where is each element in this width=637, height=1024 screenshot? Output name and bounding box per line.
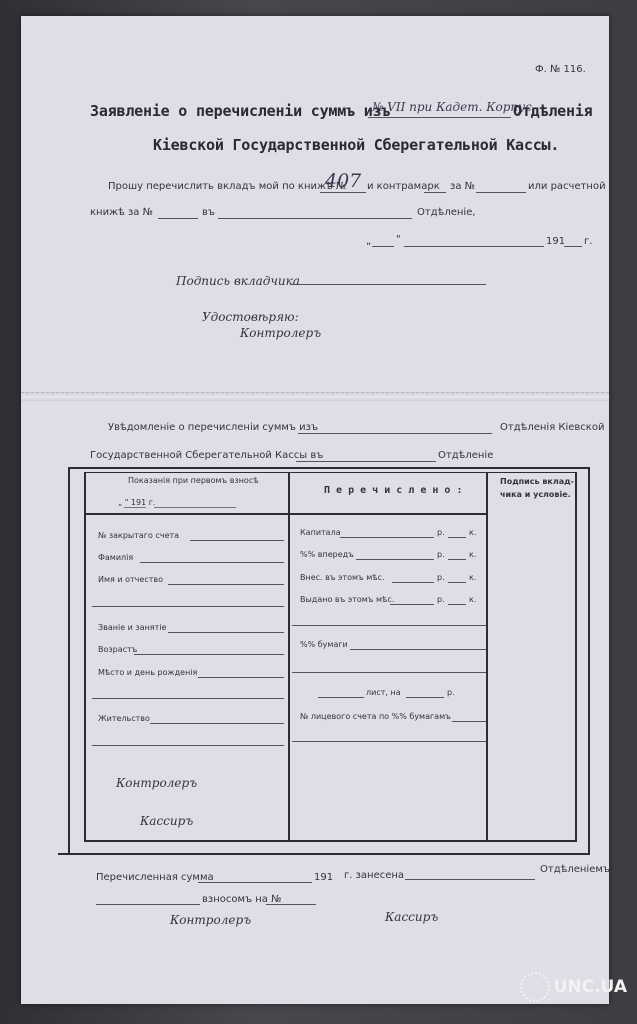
- inner-bottom-border: [84, 840, 576, 842]
- mid-separator-1: [292, 625, 486, 626]
- book-number-line: [320, 192, 366, 193]
- date-g: г.: [584, 236, 593, 247]
- bottom-branch: Отдѣленіемъ: [540, 864, 610, 875]
- right-header-1: Подпись вклад-: [500, 477, 574, 486]
- mid-interest-ahead-line: [356, 559, 434, 560]
- certify-label: Удостовѣряю:: [202, 310, 299, 324]
- request-line2-b: въ: [202, 207, 215, 218]
- date-year-line: [564, 246, 582, 247]
- mid-interest-ahead-r-line: [448, 559, 466, 560]
- title-line1-start: Заявленіе о перечисленіи суммъ изъ: [90, 102, 391, 120]
- book-no-line: [158, 218, 198, 219]
- field-closed-account: № закрытаго счета: [98, 531, 180, 540]
- handwritten-branch: № VII при Кадет. Корпус: [372, 100, 532, 114]
- mid-personal-account: № лицевого счета по %% бумагамъ: [300, 712, 451, 721]
- watermark-text: UNC.UA: [553, 977, 627, 997]
- bottom-controller: Контролеръ: [170, 913, 252, 927]
- bottom-entered: г. занесена: [344, 870, 405, 881]
- bottom-cashier: Кассиръ: [385, 910, 439, 924]
- fold-perforation: [21, 392, 609, 401]
- mid-paid: Выдано въ этомъ мѣс.: [300, 595, 395, 604]
- notice-line1-end: Отдѣленія Кіевской: [500, 422, 605, 433]
- request-part3: за №: [450, 181, 476, 192]
- mid-deposited-r-line: [448, 582, 466, 583]
- handwritten-book-number: 407: [325, 170, 362, 192]
- mid-interest-ahead-k: к.: [469, 550, 477, 559]
- branch-into-line: [218, 218, 412, 219]
- mid-paid-k: к.: [469, 595, 477, 604]
- table-bottom-border: [58, 853, 590, 855]
- mid-sheet-amount-line: [406, 697, 444, 698]
- field-name-line: [168, 584, 284, 585]
- middle-header: П е р е ч и с л е н о :: [324, 485, 463, 496]
- field-name: Имя и отчество: [98, 575, 163, 584]
- inner-left-border: [84, 472, 86, 842]
- field-age: Возрастъ: [98, 645, 138, 654]
- form-number: Ф. № 116.: [535, 64, 586, 75]
- field-birth-line2: [92, 698, 284, 699]
- bottom-year: 191: [314, 872, 334, 883]
- field-surname-line: [140, 562, 284, 563]
- field-occupation-line: [168, 632, 284, 633]
- col-divider-2: [486, 472, 488, 842]
- mid-securities-line: [350, 649, 486, 650]
- notice-line2-start: Государственной Сберегательной Кассы въ: [90, 450, 324, 461]
- table-cashier: Кассиръ: [140, 814, 194, 828]
- mid-capital-line: [340, 537, 434, 538]
- date-quote2: ": [396, 234, 401, 245]
- watermark: [520, 972, 627, 1002]
- field-residence-line2: [92, 745, 284, 746]
- field-name-line2: [92, 606, 284, 607]
- mid-capital-k: к.: [469, 528, 477, 537]
- mid-capital-r-line: [448, 537, 466, 538]
- mid-separator-2: [292, 672, 486, 673]
- controller-label-top: Контролеръ: [240, 326, 322, 340]
- inner-right-border: [575, 472, 577, 842]
- mid-paid-r-line: [448, 604, 466, 605]
- mid-personal-account-line: [452, 721, 486, 722]
- bottom-entered-line: [405, 879, 535, 880]
- right-header-2: чика и условіе.: [500, 490, 571, 499]
- table-top-border: [68, 467, 589, 469]
- request-part4: или расчетной: [528, 181, 606, 192]
- request-line2-a: книжѣ за №: [90, 207, 154, 218]
- request-part1: Прошу перечислить вкладъ мой по книжѣ №: [108, 181, 347, 192]
- field-birth-line: [198, 677, 284, 678]
- mid-sheet-r: р.: [447, 688, 455, 697]
- field-residence-line: [150, 723, 284, 724]
- notice-into-line: [296, 461, 436, 462]
- mid-deposited-line: [392, 582, 434, 583]
- mid-capital-r: р.: [437, 528, 445, 537]
- bottom-deposit-line-right: [266, 904, 316, 905]
- date-quote1: „: [366, 236, 372, 247]
- bottom-sum-line: [198, 882, 312, 883]
- mid-capital: Капитала: [300, 528, 341, 537]
- mid-deposited-k: к.: [469, 573, 477, 582]
- field-birth: Мѣсто и день рожденія: [98, 668, 198, 677]
- mid-sheet-line: [318, 697, 364, 698]
- field-age-line: [134, 654, 284, 655]
- left-date-day-line: [124, 507, 146, 508]
- notice-from-line: [298, 433, 492, 434]
- mid-deposited: Внес. въ этомъ мѣс.: [300, 573, 385, 582]
- mid-paid-r: р.: [437, 595, 445, 604]
- bottom-deposit: взносомъ на №: [202, 894, 282, 905]
- signature-label: Подпись вкладчика: [176, 274, 300, 288]
- mid-securities: %% бумаги: [300, 640, 348, 649]
- field-occupation: Званіе и занятіе: [98, 623, 167, 632]
- counterstamp-line: [424, 192, 446, 193]
- mid-paid-line: [390, 604, 434, 605]
- table-left-border: [68, 467, 70, 855]
- col-divider-1: [288, 472, 290, 842]
- field-residence: Жительство: [98, 714, 150, 723]
- mid-interest-ahead-r: р.: [437, 550, 445, 559]
- signature-line: [290, 284, 486, 285]
- date-year: 191: [546, 236, 566, 247]
- mid-deposited-r: р.: [437, 573, 445, 582]
- branch-line: [368, 117, 511, 118]
- sun-logo-icon: [520, 972, 550, 1002]
- mid-separator-3: [292, 741, 486, 742]
- left-header: Показанія при первомъ взносѣ: [128, 476, 259, 485]
- date-month-line: [404, 246, 544, 247]
- header-bottom-border: [84, 513, 486, 515]
- title-line2: Кіевской Государственной Сберегательной Кассы.: [153, 136, 560, 154]
- notice-line1-start: Увѣдомленіе о перечисленіи суммъ изъ: [108, 422, 319, 433]
- mid-sheet: лист, на: [366, 688, 401, 697]
- table-controller: Контролеръ: [116, 776, 198, 790]
- notice-line2-end: Отдѣленіе: [438, 450, 494, 461]
- bottom-deposit-line-left: [96, 904, 200, 905]
- document-sheet: [21, 16, 609, 1004]
- inner-top-border: [84, 472, 576, 473]
- request-line2-c: Отдѣленіе,: [417, 207, 476, 218]
- left-date-month-line: [154, 507, 236, 508]
- request-part2: и контрамарк: [367, 181, 440, 192]
- counterstamp-number-line: [476, 192, 526, 193]
- field-surname: Фамилія: [98, 553, 134, 562]
- field-closed-account-line: [190, 540, 284, 541]
- mid-interest-ahead: %% впередъ: [300, 550, 354, 559]
- bottom-sum-label: Перечисленная сумма: [96, 872, 214, 883]
- table-right-border: [588, 467, 590, 855]
- left-header-date: „ " 191 г.: [118, 498, 156, 507]
- title-line1-end: Отдѣленія: [513, 102, 593, 120]
- date-day-line: [372, 246, 394, 247]
